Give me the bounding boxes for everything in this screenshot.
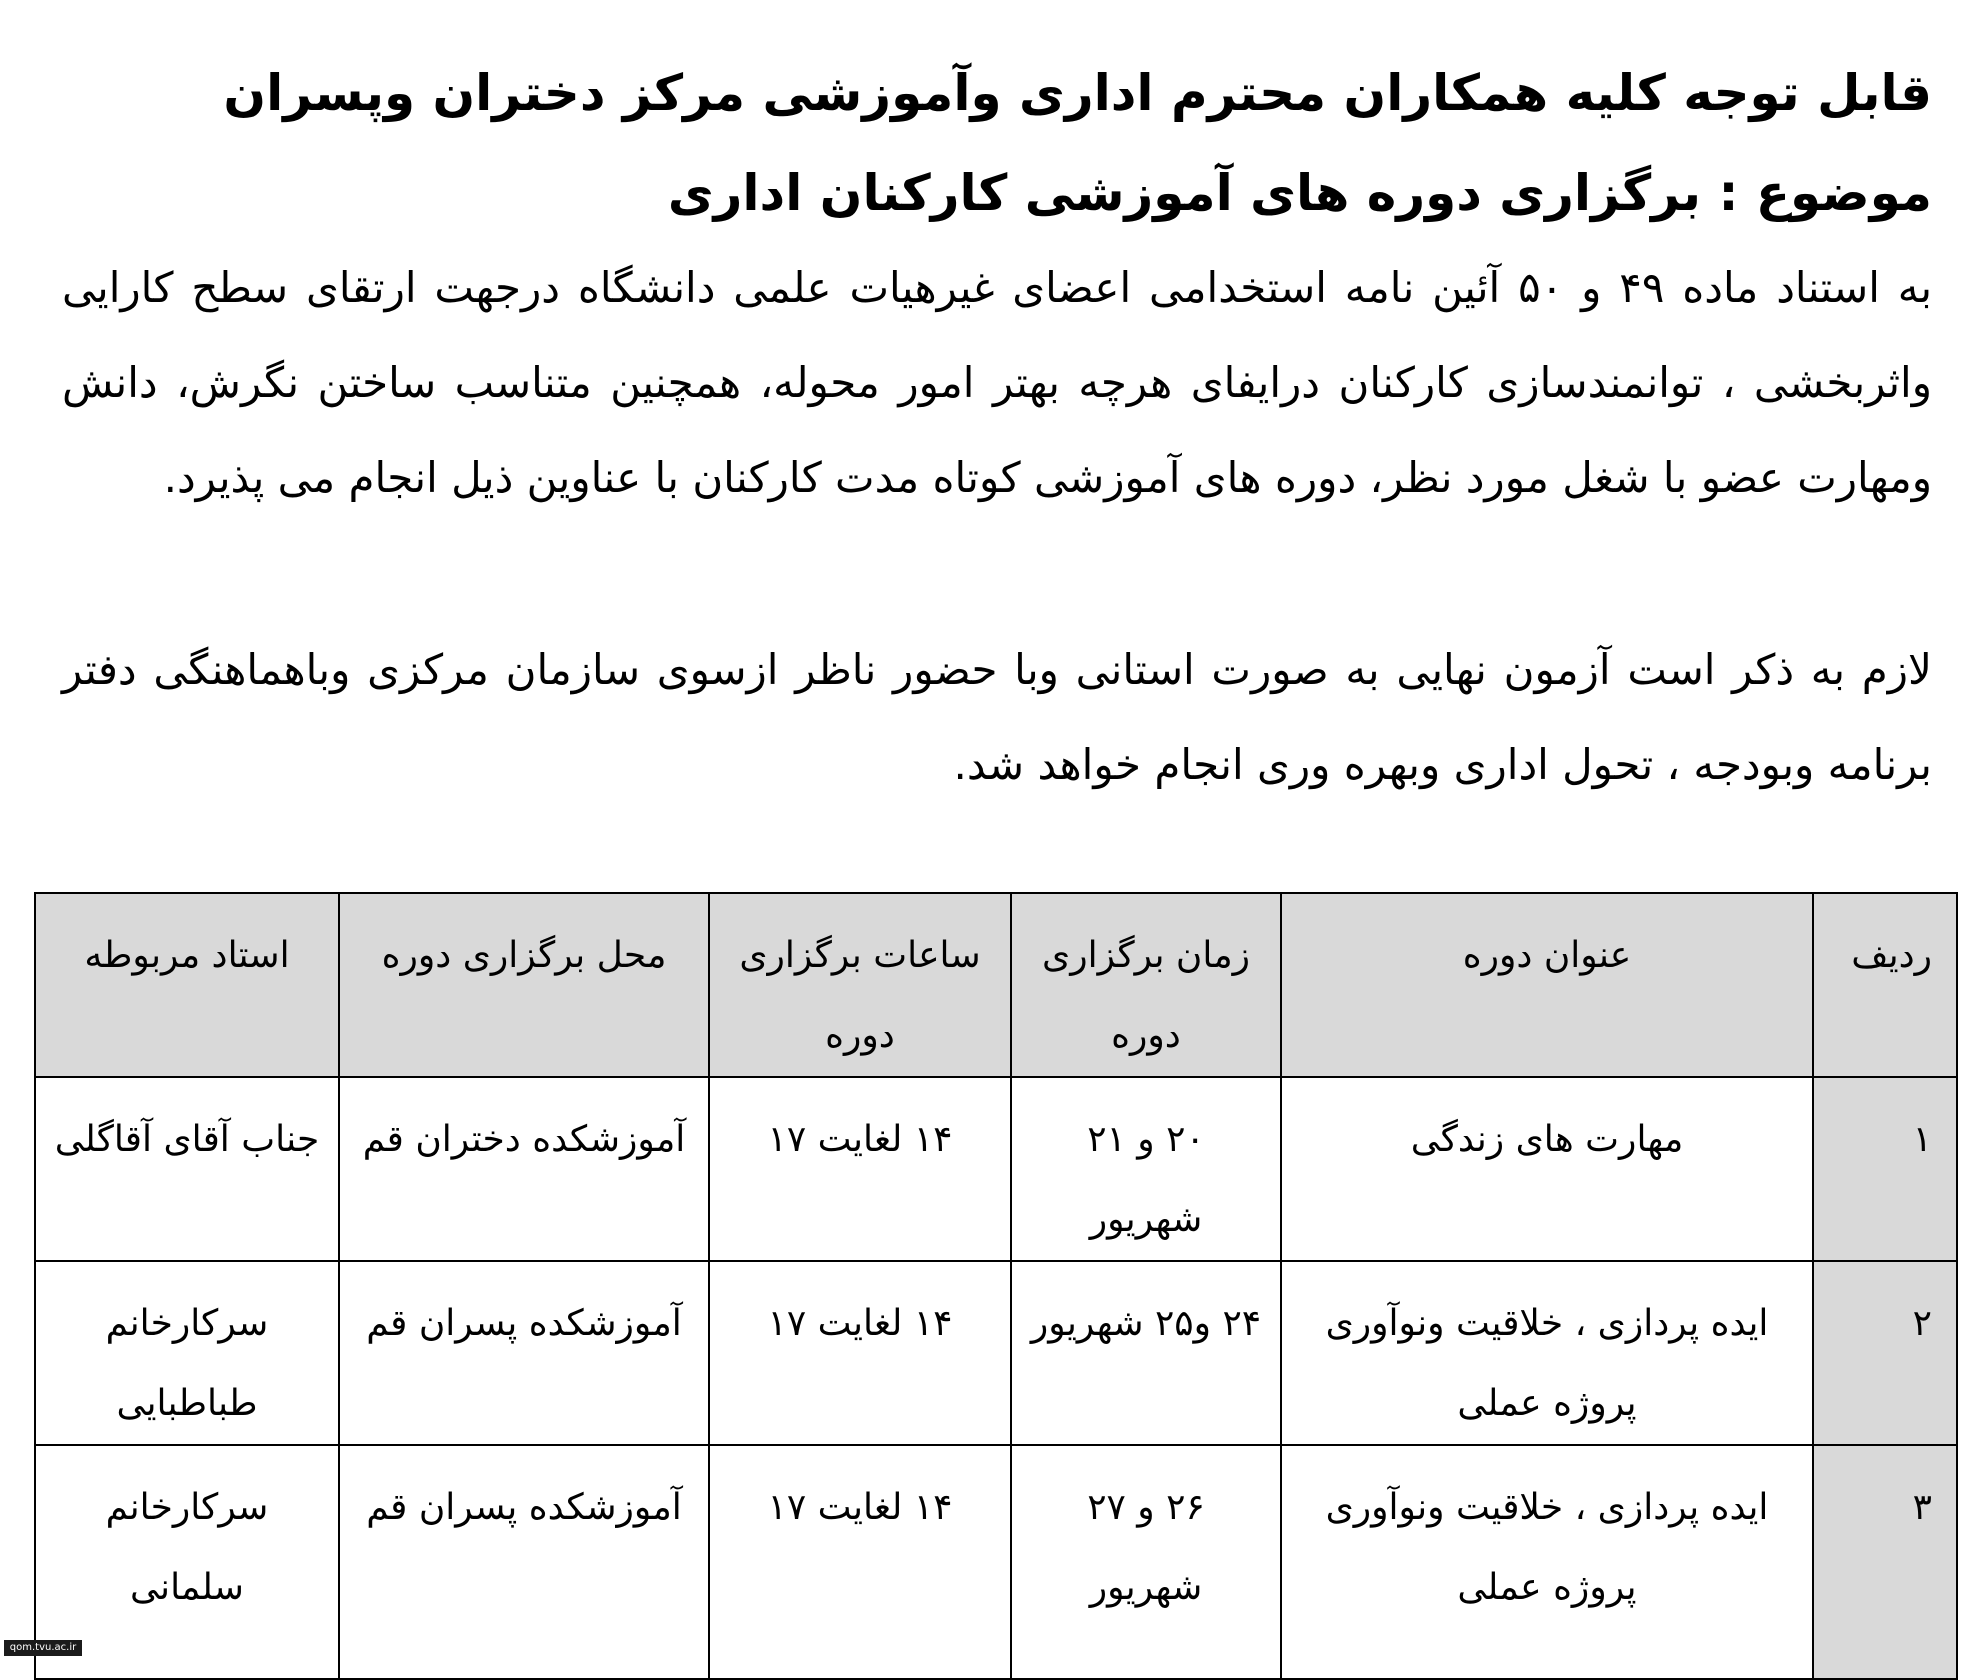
table-header-row [35,893,1957,1077]
cell-instructor: سرکارخانم سلمانی [35,1445,339,1679]
courses-table [34,892,1958,1680]
header-course-hours: ساعات برگزاری دوره [709,893,1011,1077]
cell-course-date: ۲۶ و ۲۷ شهریور [1011,1445,1281,1679]
header-course-title: عنوان دوره [1281,893,1813,1077]
header-instructor: استاد مربوطه [35,893,339,1077]
site-watermark: qom.tvu.ac.ir [4,1640,82,1656]
table-row [35,1261,1957,1445]
header-course-date: زمان برگزاری دوره [1011,893,1281,1077]
body-paragraph-2: لازم به ذکر است آزمون نهایی به صورت استانی وبا حضور ناظر ازسوی سازمان مرکزی وباهماهنگی دفتر برنامه وبودجه ، تحول اداری وبهره وری انجام خواهد شد. [62,645,1932,789]
cell-course-hours: ۱۴ لغایت ۱۷ [709,1261,1011,1445]
cell-course-title: ایده پردازی ، خلاقیت ونوآوری پروژه عملی [1281,1445,1813,1679]
header-row-number: ردیف [1813,893,1957,1077]
cell-course-location: آموزشکده پسران قم [339,1445,709,1679]
announcement-title: قابل توجه کلیه همکاران محترم اداری وآموزشی مرکز دختران وپسران [223,64,1932,122]
cell-row-number: ۳ [1813,1445,1957,1679]
cell-course-date: ۲۴ و۲۵ شهریور [1011,1261,1281,1445]
cell-course-hours: ۱۴ لغایت ۱۷ [709,1445,1011,1679]
cell-course-title: مهارت های زندگی [1281,1077,1813,1261]
header-course-location: محل برگزاری دوره [339,893,709,1077]
cell-course-location: آموزشکده پسران قم [339,1261,709,1445]
announcement-subject: موضوع : برگزاری دوره های آموزشی کارکنان اداری [667,164,1932,222]
cell-course-title: ایده پردازی ، خلاقیت ونوآوری پروژه عملی [1281,1261,1813,1445]
body-paragraph-1: به استناد ماده ۴۹ و ۵۰ آئین نامه استخدامی اعضای غیرهیات علمی دانشگاه درجهت ارتقای سطح کارایی واثربخشی ، توانمندسازی کارکنان درایفای هرچه بهتر امور محوله، همچنین متناسب ساختن نگرش، دانش ومهارت عضو با شغل مورد نظر، دوره های آموزشی کوتاه مدت کارکنان با عناوین ذیل انجام می پذیرد. [62,263,1933,502]
table-row [35,1445,1957,1679]
cell-instructor: جناب آقای آقاگلی [35,1077,339,1261]
cell-row-number: ۱ [1813,1077,1957,1261]
cell-course-location: آموزشکده دختران قم [339,1077,709,1261]
cell-instructor: سرکارخانم طباطبایی [35,1261,339,1445]
cell-course-hours: ۱۴ لغایت ۱۷ [709,1077,1011,1261]
cell-row-number: ۲ [1813,1261,1957,1445]
cell-course-date: ۲۰ و ۲۱ شهریور [1011,1077,1281,1261]
table-row [35,1077,1957,1261]
